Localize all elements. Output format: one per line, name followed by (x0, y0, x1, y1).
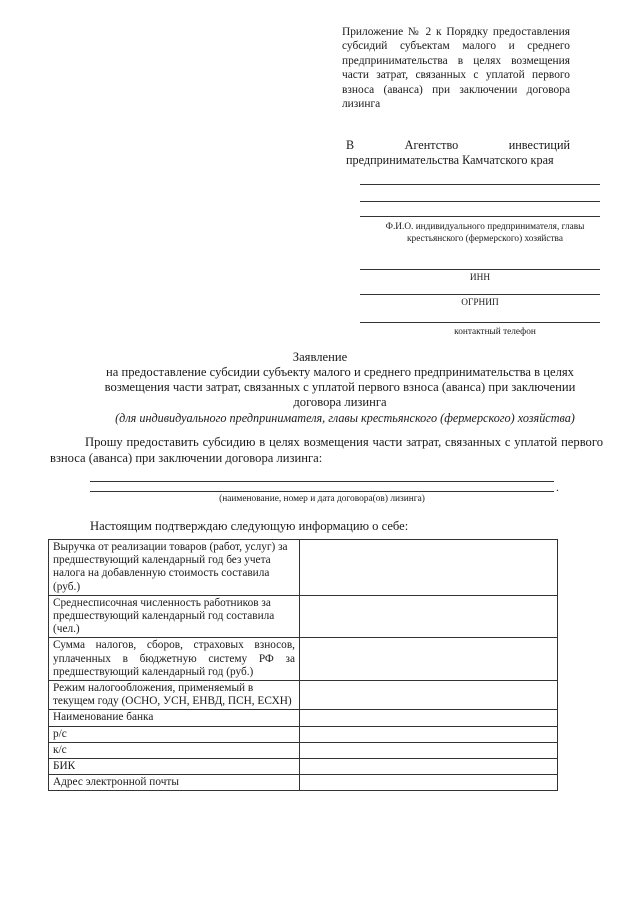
row-label-correspondent-account: к/с (49, 742, 300, 758)
row-label-bank-name: Наименование банка (49, 710, 300, 726)
declaration-applicant-note: (для индивидуального предпринимателя, главы крестьянского (фермерского) хозяйства) (115, 411, 575, 425)
row-value-bank-name[interactable] (300, 710, 558, 726)
row-label-bik: БИК (49, 759, 300, 775)
contract-blank-line-1[interactable] (90, 481, 554, 482)
row-value-tax-regime[interactable] (300, 681, 558, 710)
row-value-revenue[interactable] (300, 540, 558, 596)
table-row (49, 775, 558, 791)
table-row (49, 710, 558, 726)
table-row (49, 726, 558, 742)
request-paragraph: Прошу предоставить субсидию в целях возмещения части затрат, связанных с уплатой первого взноса (аванса) при заключении договора лизинга: (50, 435, 603, 465)
addressee-word-2: Агентство (404, 138, 459, 152)
inn-blank-line[interactable] (360, 269, 600, 270)
ogrnip-blank-line[interactable] (360, 294, 600, 295)
table-row (49, 595, 558, 638)
table-row (49, 759, 558, 775)
ogrnip-caption: ОГРНИП (461, 298, 499, 308)
table-row (49, 742, 558, 758)
phone-caption: контактный телефон (454, 327, 536, 337)
table-row (49, 540, 558, 596)
row-value-email[interactable] (300, 775, 558, 791)
row-label-email: Адрес электронной почты (49, 775, 300, 791)
row-value-settlement-account[interactable] (300, 726, 558, 742)
inn-caption: ИНН (469, 273, 491, 283)
phone-blank-line[interactable] (360, 322, 600, 323)
row-label-tax-regime: Режим налогообложения, применяемый в текущем году (ОСНО, УСН, ЕНВД, ПСН, ЕСХН) (49, 681, 300, 710)
fio-blank-line-1[interactable] (360, 184, 600, 185)
row-value-headcount[interactable] (300, 595, 558, 638)
row-label-revenue: Выручка от реализации товаров (работ, услуг) за предшествующий календарный год без учета налога на добавленную стоимость составила (руб.) (49, 540, 300, 596)
contract-line-end-dot: . (556, 480, 559, 494)
fio-caption: Ф.И.О. индивидуального предпринимателя, главы крестьянского (фермерского) хозяйства (385, 222, 585, 244)
addressee (346, 138, 570, 168)
addressee-line-2: предпринимательства Камчатского края (346, 153, 554, 167)
addressee-line-1 (346, 138, 570, 153)
addressee-word-3: инвестиций (508, 138, 570, 152)
declaration-subtitle: на предоставление субсидии субъекту малого и среднего предпринимательства в целях возмещения части затрат, связанных с уплатой первого взноса (аванса) при заключении договора лизинга (104, 365, 576, 409)
confirm-statement: Настоящим подтверждаю следующую информацию о себе: (90, 519, 409, 533)
fio-blank-line-3[interactable] (360, 216, 600, 217)
table-row (49, 681, 558, 710)
row-value-correspondent-account[interactable] (300, 742, 558, 758)
contract-caption: (наименование, номер и дата договора(ов) лизинга) (219, 494, 425, 504)
row-label-settlement-account: р/с (49, 726, 300, 742)
row-value-bik[interactable] (300, 759, 558, 775)
row-label-headcount: Среднесписочная численность работников за предшествующий календарный год составила (чел.) (49, 595, 300, 638)
appendix-reference: Приложение № 2 к Порядку предоставления субсидий субъектам малого и среднего предпринимательства в целях возмещения части затрат, связанных с уплатой первого взноса (аванса) при заключении договора лизинга (342, 26, 570, 111)
row-value-taxes[interactable] (300, 638, 558, 681)
row-label-taxes: Сумма налогов, сборов, страховых взносов, уплаченных в бюджетную систему РФ за предшествующий календарный год (руб.) (49, 638, 300, 681)
info-table (48, 539, 558, 791)
addressee-word-1: В (346, 138, 355, 152)
table-row (49, 638, 558, 681)
declaration-title: Заявление (292, 350, 348, 364)
fio-blank-line-2[interactable] (360, 201, 600, 202)
contract-blank-line-2[interactable] (90, 491, 554, 492)
